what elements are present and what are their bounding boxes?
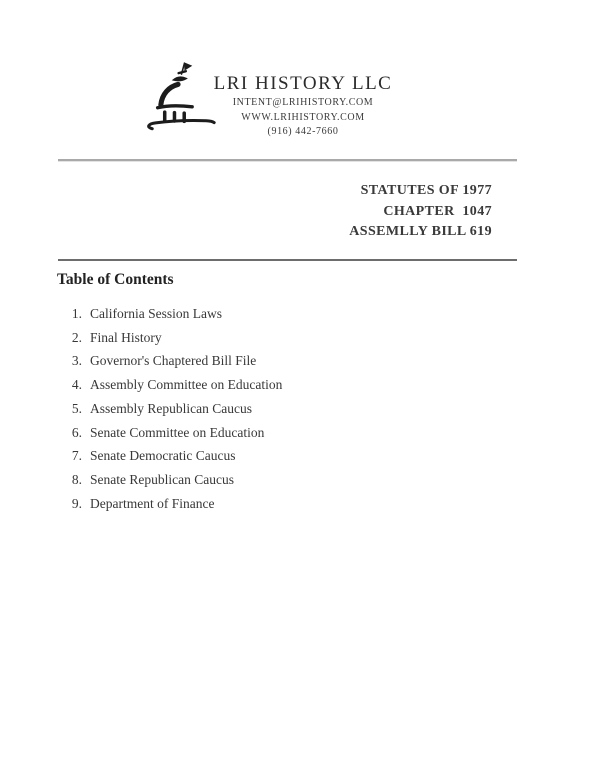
toc-item-label: Assembly Committee on Education [90, 377, 283, 393]
toc-item-label: Senate Committee on Education [90, 424, 265, 440]
toc-item [70, 444, 282, 468]
toc-item-number: 9. [71, 495, 82, 511]
company-phone: (916) 442-7660 [267, 126, 339, 138]
toc-item [70, 492, 282, 516]
toc-item-label: Governor's Chaptered Bill File [90, 353, 257, 369]
toc-title: Table of Contents [57, 271, 174, 288]
toc-item-number: 1. [71, 306, 82, 321]
toc-item-number: 2. [71, 329, 82, 345]
company-email: INTENT@LRIHISTORY.COM [232, 97, 374, 108]
toc-list [70, 302, 282, 515]
toc-item-label: Assembly Republican Caucus [90, 400, 252, 416]
letterhead-text-block [198, 72, 408, 140]
toc-item-number: 6. [71, 424, 82, 440]
toc-item [70, 326, 282, 350]
toc-item-label: California Session Laws [90, 306, 222, 321]
bill-line: ASSEMLLY BILL 619 [349, 224, 492, 239]
toc-item [70, 373, 282, 397]
toc-item [70, 421, 282, 445]
toc-item [70, 468, 282, 492]
company-website: WWW.LRIHISTORY.COM [241, 111, 365, 123]
toc-item-label: Senate Democratic Caucus [90, 448, 236, 464]
toc-item-number: 5. [71, 400, 82, 416]
divider-top [58, 159, 517, 162]
toc-item [70, 397, 282, 421]
company-name: LRI HISTORY LLC [213, 73, 393, 94]
case-reference-block [349, 181, 492, 243]
toc-item-label: Senate Republican Caucus [90, 471, 234, 487]
chapter-line: CHAPTER 1047 [383, 203, 492, 219]
toc-item-label: Final History [90, 329, 162, 345]
toc-item-number: 7. [71, 448, 82, 464]
divider-bottom [58, 259, 517, 261]
toc-item [70, 302, 282, 326]
toc-item-label: Department of Finance [90, 495, 215, 511]
toc-item-number: 8. [71, 471, 82, 487]
toc-item [70, 349, 282, 373]
statutes-line: STATUTES OF 1977 [360, 183, 492, 198]
toc-item-number: 4. [71, 377, 82, 393]
toc-item-number: 3. [71, 353, 82, 369]
